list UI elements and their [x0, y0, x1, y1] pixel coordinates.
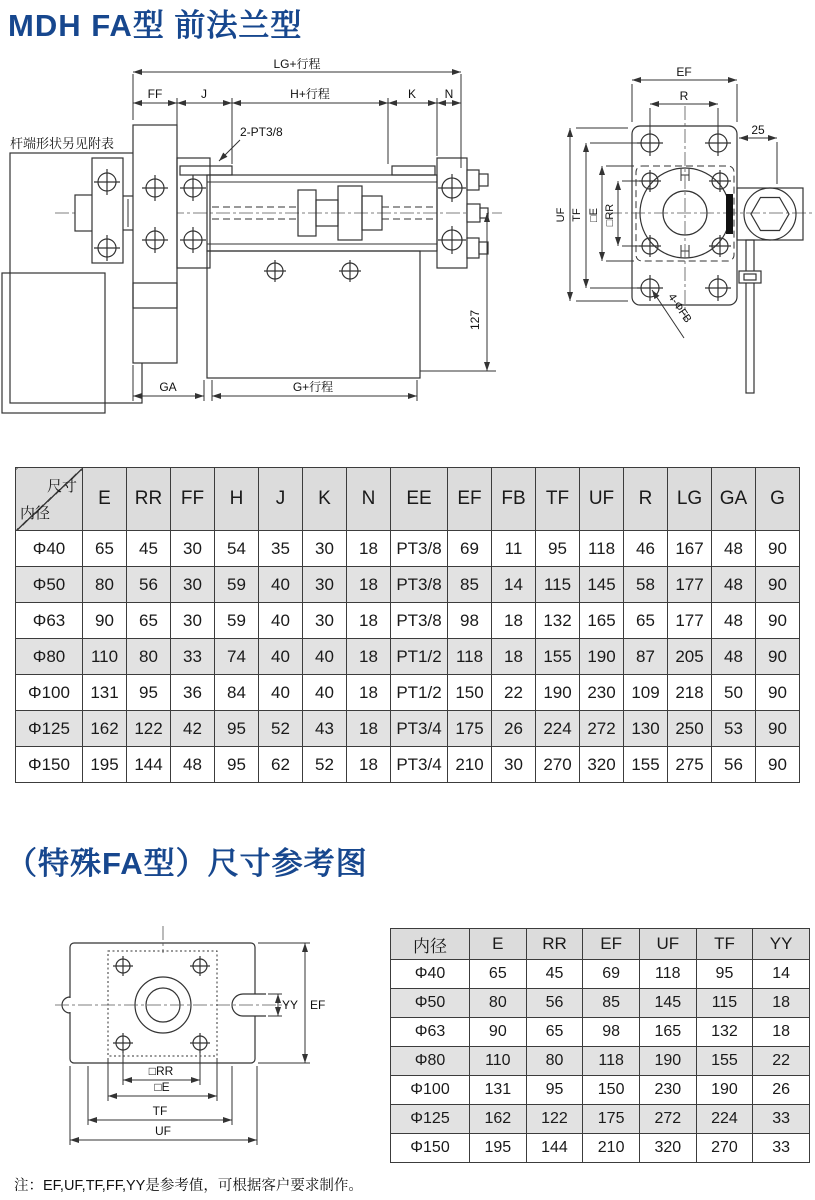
value-cell: 48 [712, 567, 756, 603]
flange-hole-icon [113, 956, 133, 976]
value-cell: 65 [83, 531, 127, 567]
value-cell: 30 [171, 531, 215, 567]
value-cell: PT1/2 [391, 675, 448, 711]
dim-label-ga: GA [159, 380, 177, 394]
value-cell: 65 [470, 960, 527, 989]
value-cell: 270 [536, 747, 580, 783]
value-cell: 95 [536, 531, 580, 567]
value-cell: 40 [303, 675, 347, 711]
dim-label-uf: UF [555, 207, 567, 223]
value-cell: 18 [347, 531, 391, 567]
column-header: RR [526, 929, 583, 960]
value-cell: 144 [127, 747, 171, 783]
bore-cell: Φ125 [16, 711, 83, 747]
value-cell: 26 [753, 1076, 810, 1105]
value-cell: 95 [127, 675, 171, 711]
table-row [16, 531, 800, 567]
value-cell: 110 [470, 1047, 527, 1076]
value-cell: 69 [583, 960, 640, 989]
value-cell: PT3/8 [391, 603, 448, 639]
dim-label-tf: TF [152, 1104, 168, 1118]
value-cell: 150 [583, 1076, 640, 1105]
column-header: TF [696, 929, 753, 960]
dim-label-j: J [201, 87, 207, 101]
value-cell: 22 [492, 675, 536, 711]
column-header: UF [639, 929, 696, 960]
value-cell: 69 [448, 531, 492, 567]
value-cell: 30 [303, 567, 347, 603]
table-row [16, 567, 800, 603]
value-cell: 115 [536, 567, 580, 603]
value-cell: 85 [448, 567, 492, 603]
value-cell: 18 [347, 675, 391, 711]
value-cell: 118 [580, 531, 624, 567]
value-cell: 87 [624, 639, 668, 675]
table-row [16, 603, 800, 639]
value-cell: 95 [526, 1076, 583, 1105]
table-row [391, 960, 810, 989]
bore-cell: Φ80 [16, 639, 83, 675]
value-cell: 80 [127, 639, 171, 675]
value-cell: 177 [668, 567, 712, 603]
screw-icon [264, 260, 286, 282]
value-cell: 122 [127, 711, 171, 747]
bore-cell: Φ80 [391, 1047, 470, 1076]
bore-cell: Φ150 [16, 747, 83, 783]
value-cell: 48 [712, 639, 756, 675]
flange-hole-icon [190, 956, 210, 976]
value-cell: 130 [624, 711, 668, 747]
value-cell: 54 [215, 531, 259, 567]
table-row [391, 1105, 810, 1134]
value-cell: 18 [347, 639, 391, 675]
value-cell: 48 [712, 603, 756, 639]
value-cell: 320 [580, 747, 624, 783]
table-row [16, 747, 800, 783]
value-cell: 275 [668, 747, 712, 783]
flange-hole-icon [705, 130, 731, 156]
dim-label-tf: TF [571, 208, 583, 222]
value-cell: 230 [580, 675, 624, 711]
value-cell: 30 [171, 567, 215, 603]
value-cell: 145 [580, 567, 624, 603]
value-cell: 250 [668, 711, 712, 747]
value-cell: 132 [536, 603, 580, 639]
table-row [391, 989, 810, 1018]
value-cell: 90 [756, 567, 800, 603]
column-header: N [347, 468, 391, 531]
value-cell: 175 [583, 1105, 640, 1134]
value-cell: 145 [639, 989, 696, 1018]
dim-label-n: N [444, 87, 454, 101]
value-cell: PT3/4 [391, 711, 448, 747]
value-cell: 175 [448, 711, 492, 747]
bore-cell: Φ40 [16, 531, 83, 567]
value-cell: 90 [83, 603, 127, 639]
value-cell: 22 [753, 1047, 810, 1076]
reference-dimension-table [390, 928, 810, 1163]
table-row [391, 1134, 810, 1163]
value-cell: 40 [259, 675, 303, 711]
value-cell: 155 [536, 639, 580, 675]
value-cell: 46 [624, 531, 668, 567]
dim-label-ef: EF [676, 65, 692, 79]
value-cell: 218 [668, 675, 712, 711]
column-header: YY [753, 929, 810, 960]
dim-label-rr-square: □RR [148, 1064, 174, 1078]
bore-cell: Φ150 [391, 1134, 470, 1163]
value-cell: 165 [580, 603, 624, 639]
value-cell: 14 [492, 567, 536, 603]
value-cell: 190 [639, 1047, 696, 1076]
column-header: UF [580, 468, 624, 531]
value-cell: 18 [347, 603, 391, 639]
value-cell: 45 [526, 960, 583, 989]
dim-label-e-square: □E [154, 1080, 170, 1094]
value-cell: 210 [583, 1134, 640, 1163]
value-cell: 95 [696, 960, 753, 989]
column-header: TF [536, 468, 580, 531]
value-cell: 36 [171, 675, 215, 711]
dim-label-ff: FF [147, 87, 163, 101]
side-view-and-flange-view-drawing [0, 58, 815, 464]
value-cell: 65 [624, 603, 668, 639]
value-cell: 205 [668, 639, 712, 675]
value-cell: 155 [696, 1047, 753, 1076]
column-header: J [259, 468, 303, 531]
value-cell: 30 [303, 531, 347, 567]
value-cell: 26 [492, 711, 536, 747]
bolt-icon [709, 235, 731, 257]
value-cell: 33 [171, 639, 215, 675]
column-header: LG [668, 468, 712, 531]
table-row [391, 1076, 810, 1105]
port-label: 2-PT3/8 [240, 125, 283, 139]
value-cell: 80 [526, 1047, 583, 1076]
bore-cell: Φ63 [391, 1018, 470, 1047]
column-header: E [470, 929, 527, 960]
value-cell: 90 [756, 531, 800, 567]
value-cell: 90 [756, 603, 800, 639]
dim-label-lg-stroke: LG+行程 [273, 58, 321, 71]
value-cell: 190 [536, 675, 580, 711]
value-cell: 80 [470, 989, 527, 1018]
value-cell: 131 [83, 675, 127, 711]
value-cell: 118 [583, 1047, 640, 1076]
value-cell: 109 [624, 675, 668, 711]
dim-label-rr-square: □RR [604, 203, 616, 227]
dim-label-r: R [679, 89, 689, 103]
value-cell: 118 [448, 639, 492, 675]
value-cell: 18 [753, 989, 810, 1018]
column-header: FB [492, 468, 536, 531]
dim-label-g-stroke: G+行程 [292, 380, 334, 394]
value-cell: 132 [696, 1018, 753, 1047]
hole-callout-label: 4-ΦFB [665, 291, 694, 326]
column-header: K [303, 468, 347, 531]
dim-label-k: K [407, 87, 417, 101]
value-cell: PT3/8 [391, 531, 448, 567]
value-cell: PT3/4 [391, 747, 448, 783]
value-cell: 190 [580, 639, 624, 675]
value-cell: 272 [580, 711, 624, 747]
value-cell: 30 [303, 603, 347, 639]
column-header: 内径 [391, 929, 470, 960]
value-cell: 18 [492, 603, 536, 639]
value-cell: 90 [756, 747, 800, 783]
value-cell: 59 [215, 567, 259, 603]
page-title: MDH FA型 前法兰型 [8, 8, 303, 43]
value-cell: 210 [448, 747, 492, 783]
header-row [16, 468, 800, 531]
dim-label-ef: EF [310, 998, 326, 1012]
value-cell: 65 [526, 1018, 583, 1047]
value-cell: 131 [470, 1076, 527, 1105]
value-cell: 35 [259, 531, 303, 567]
value-cell: 150 [448, 675, 492, 711]
dim-label-127: 127 [468, 309, 482, 331]
value-cell: 52 [303, 747, 347, 783]
value-cell: 30 [171, 603, 215, 639]
value-cell: 80 [83, 567, 127, 603]
value-cell: 110 [83, 639, 127, 675]
value-cell: 230 [639, 1076, 696, 1105]
screw-icon [339, 260, 361, 282]
dim-label-uf: UF [155, 1124, 171, 1138]
value-cell: 40 [259, 603, 303, 639]
value-cell: 270 [696, 1134, 753, 1163]
value-cell: 98 [583, 1018, 640, 1047]
main-dimension-table [15, 467, 800, 783]
value-cell: 11 [492, 531, 536, 567]
value-cell: 40 [259, 567, 303, 603]
nut-icon [438, 226, 466, 254]
value-cell: 53 [712, 711, 756, 747]
special-fa-flange-drawing [20, 898, 390, 1168]
value-cell: 122 [526, 1105, 583, 1134]
dim-label-25: 25 [751, 123, 765, 137]
bolt-icon [180, 175, 206, 201]
bore-cell: Φ100 [391, 1076, 470, 1105]
bore-cell: Φ100 [16, 675, 83, 711]
footnote: 注：EF,UF,TF,FF,YY是参考值，可根据客户要求制作。 [14, 1178, 363, 1194]
column-header: RR [127, 468, 171, 531]
value-cell: 58 [624, 567, 668, 603]
table-row [16, 675, 800, 711]
value-cell: 118 [639, 960, 696, 989]
value-cell: 162 [83, 711, 127, 747]
value-cell: 144 [526, 1134, 583, 1163]
value-cell: 320 [639, 1134, 696, 1163]
value-cell: 56 [127, 567, 171, 603]
table-row [16, 711, 800, 747]
bolt-icon [709, 170, 731, 192]
column-header: FF [171, 468, 215, 531]
value-cell: 18 [492, 639, 536, 675]
value-cell: 48 [712, 531, 756, 567]
table-row [391, 1018, 810, 1047]
value-cell: 95 [215, 747, 259, 783]
value-cell: 56 [526, 989, 583, 1018]
value-cell: 190 [696, 1076, 753, 1105]
column-header: E [83, 468, 127, 531]
value-cell: 45 [127, 531, 171, 567]
value-cell: 56 [712, 747, 756, 783]
bore-cell: Φ50 [16, 567, 83, 603]
value-cell: 40 [303, 639, 347, 675]
table-row [16, 639, 800, 675]
flange-hole-icon [705, 275, 731, 301]
corner-cell: 尺寸 内径 [16, 468, 83, 531]
nut-icon [438, 174, 466, 202]
value-cell: 84 [215, 675, 259, 711]
value-cell: 167 [668, 531, 712, 567]
section-title: （特殊FA型）尺寸参考图 [6, 846, 368, 881]
value-cell: PT1/2 [391, 639, 448, 675]
value-cell: 65 [127, 603, 171, 639]
value-cell: 74 [215, 639, 259, 675]
flange-hole-icon [637, 130, 663, 156]
header-row [391, 929, 810, 960]
column-header: EF [583, 929, 640, 960]
table-row [391, 1047, 810, 1076]
value-cell: 33 [753, 1134, 810, 1163]
value-cell: 165 [639, 1018, 696, 1047]
bore-cell: Φ125 [391, 1105, 470, 1134]
column-header: H [215, 468, 259, 531]
column-header: R [624, 468, 668, 531]
value-cell: 162 [470, 1105, 527, 1134]
value-cell: 177 [668, 603, 712, 639]
bore-cell: Φ40 [391, 960, 470, 989]
value-cell: 90 [756, 639, 800, 675]
bolt-icon [180, 227, 206, 253]
value-cell: PT3/8 [391, 567, 448, 603]
column-header: EE [391, 468, 448, 531]
value-cell: 155 [624, 747, 668, 783]
value-cell: 14 [753, 960, 810, 989]
value-cell: 18 [347, 567, 391, 603]
value-cell: 95 [215, 711, 259, 747]
value-cell: 30 [492, 747, 536, 783]
value-cell: 18 [347, 711, 391, 747]
value-cell: 224 [696, 1105, 753, 1134]
dim-label-h-stroke: H+行程 [290, 87, 330, 101]
column-header: GA [712, 468, 756, 531]
column-header: G [756, 468, 800, 531]
value-cell: 224 [536, 711, 580, 747]
value-cell: 90 [470, 1018, 527, 1047]
column-header: EF [448, 468, 492, 531]
value-cell: 59 [215, 603, 259, 639]
value-cell: 52 [259, 711, 303, 747]
value-cell: 272 [639, 1105, 696, 1134]
dim-label-yy: YY [282, 998, 299, 1012]
value-cell: 62 [259, 747, 303, 783]
value-cell: 195 [83, 747, 127, 783]
value-cell: 195 [470, 1134, 527, 1163]
value-cell: 33 [753, 1105, 810, 1134]
bore-cell: Φ50 [391, 989, 470, 1018]
value-cell: 48 [171, 747, 215, 783]
value-cell: 43 [303, 711, 347, 747]
value-cell: 50 [712, 675, 756, 711]
value-cell: 90 [756, 711, 800, 747]
value-cell: 90 [756, 675, 800, 711]
value-cell: 18 [347, 747, 391, 783]
flange-hole-icon [637, 275, 663, 301]
rod-end-note: 杆端形状另见附表 [10, 136, 115, 151]
value-cell: 42 [171, 711, 215, 747]
value-cell: 18 [753, 1018, 810, 1047]
value-cell: 40 [259, 639, 303, 675]
value-cell: 98 [448, 603, 492, 639]
dim-label-e-square: □E [588, 208, 600, 222]
value-cell: 115 [696, 989, 753, 1018]
bore-cell: Φ63 [16, 603, 83, 639]
value-cell: 85 [583, 989, 640, 1018]
